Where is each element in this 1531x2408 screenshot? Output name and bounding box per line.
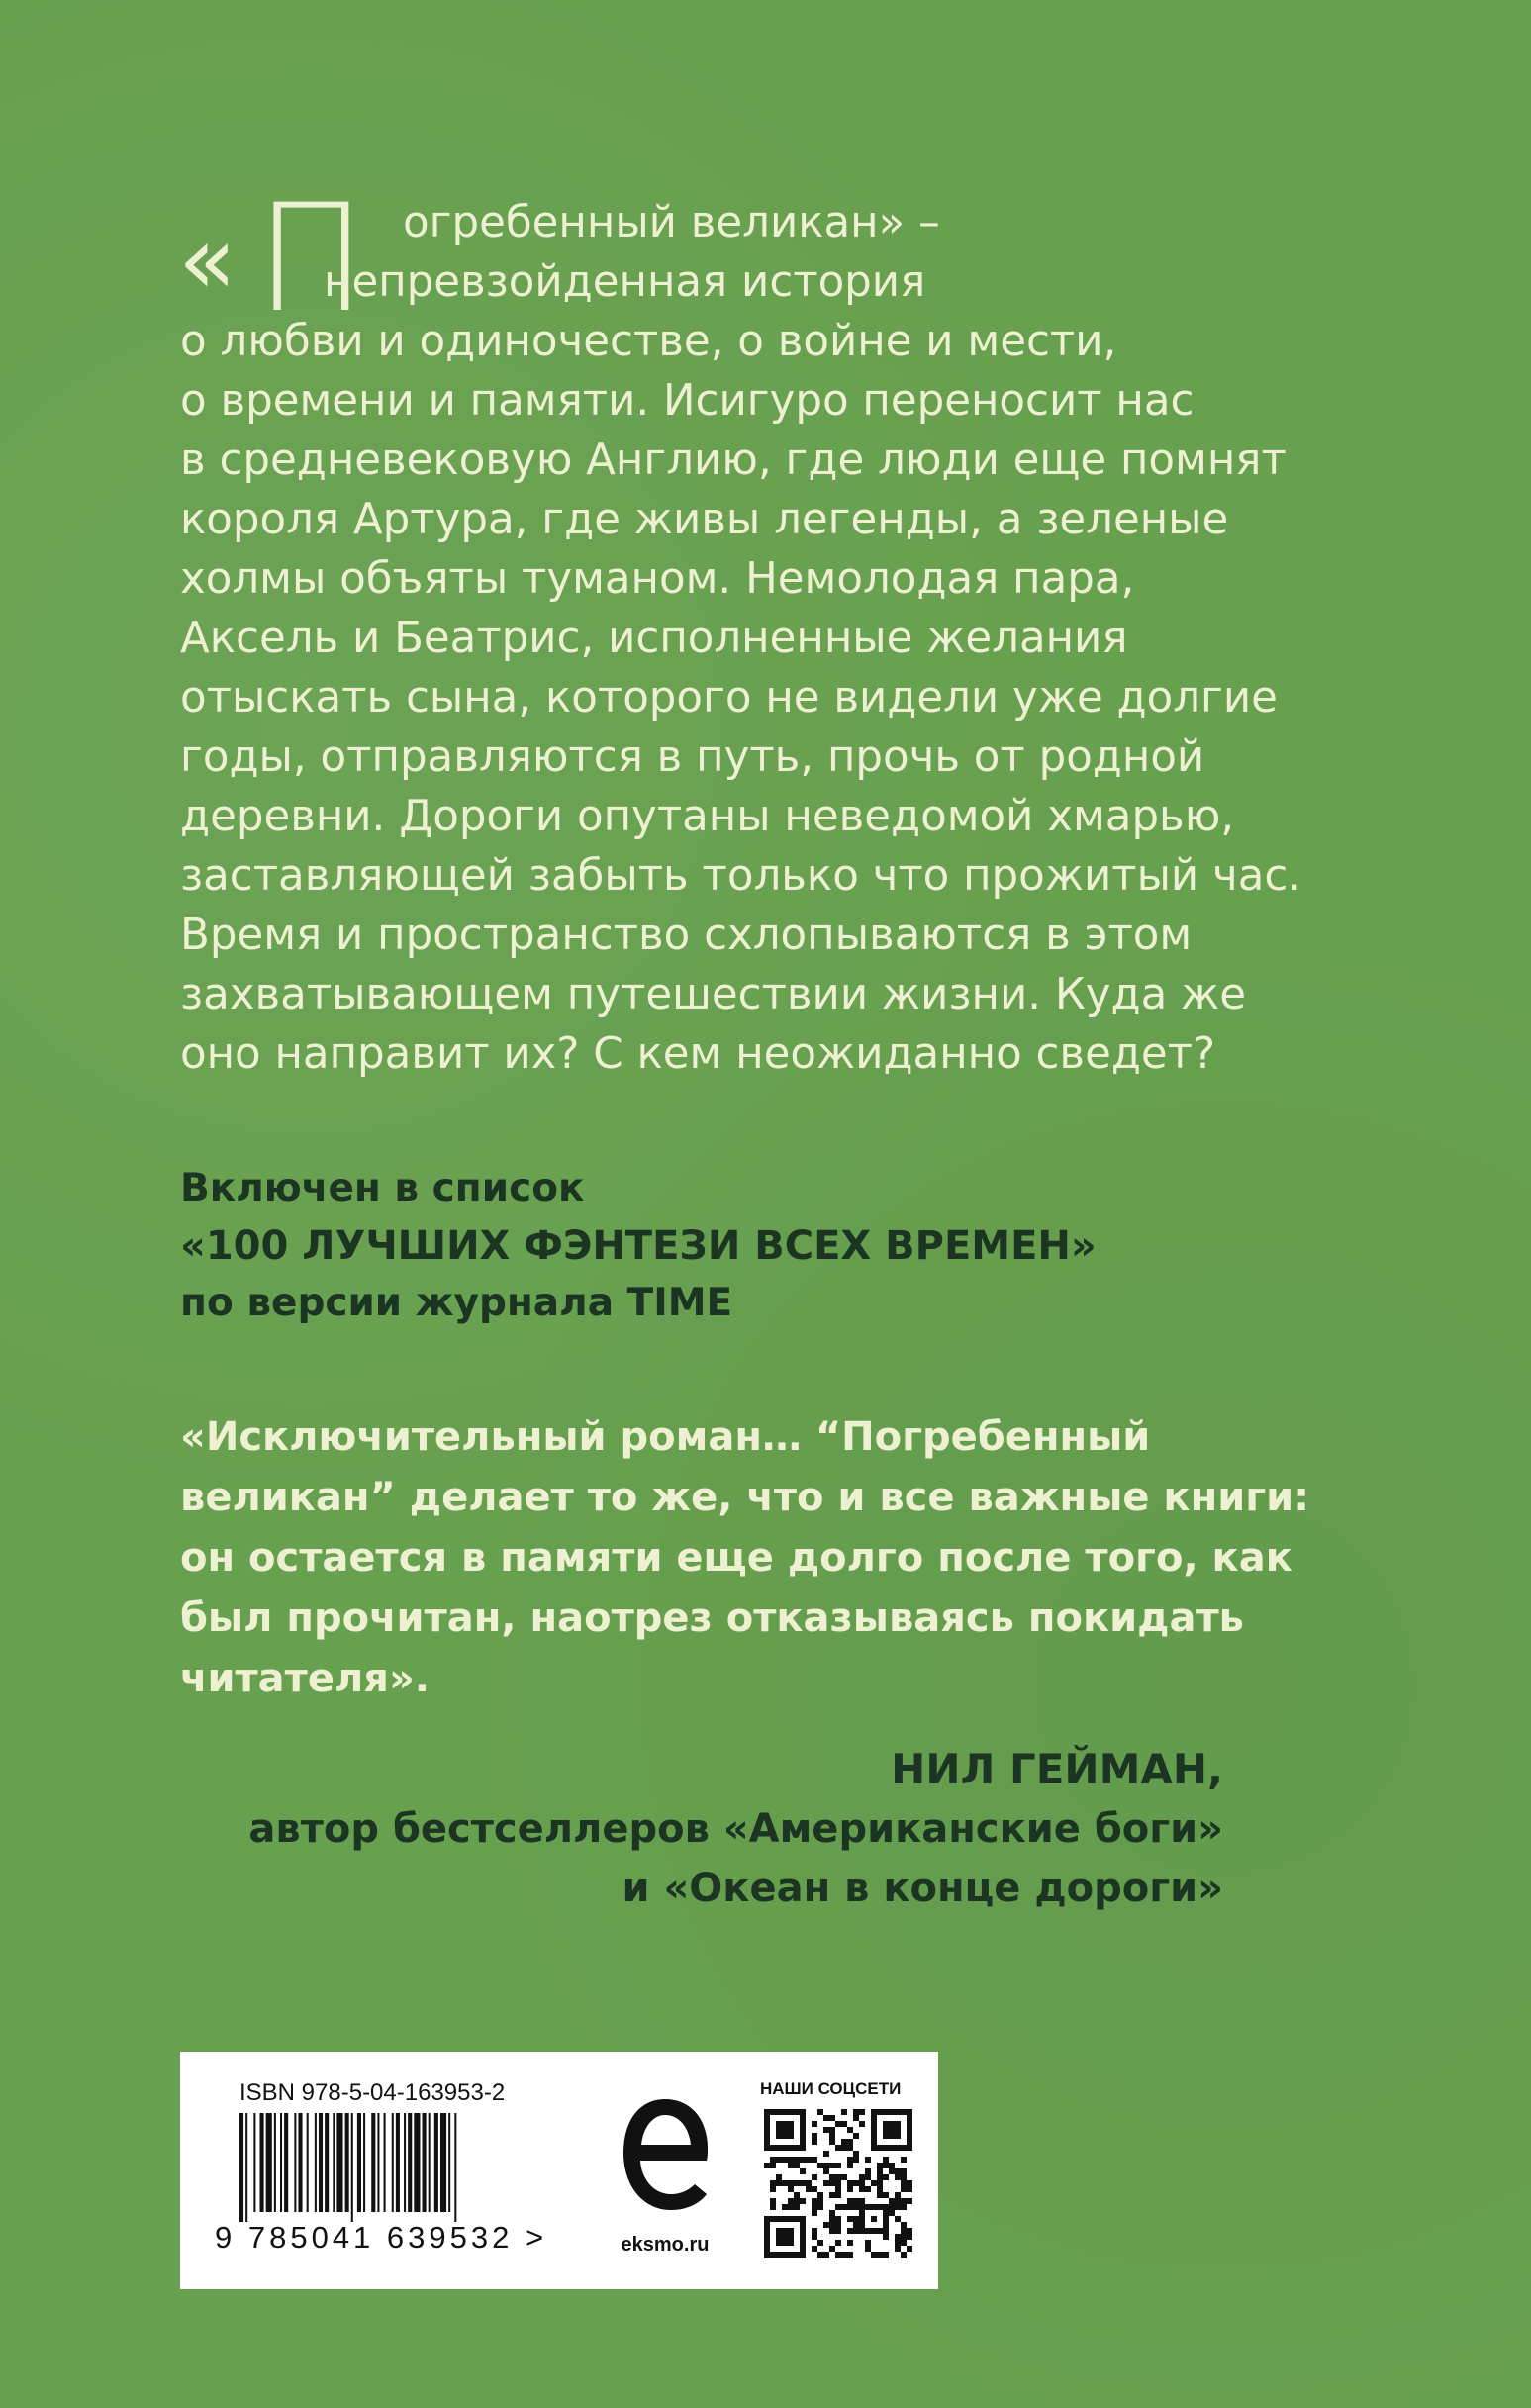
blurb-line: оно направит их? С кем неожиданно сведет? [180,1029,1216,1079]
blurb-line: годы, отправляются в путь, прочь от родной [180,732,1205,782]
blurb-line: огребенный великан» – [403,198,940,247]
review-line: читателя». [180,1656,430,1701]
review-line: великан” делает то же, что и все важные книги: [180,1475,1310,1520]
blurb-line: отыскать сына, которого не видели уже долгие [180,673,1278,722]
blurb-line: холмы объяты туманом. Немолодая пара, [180,554,1135,604]
blurb-line: Аксель и Беатрис, исполненные желания [180,614,1128,663]
publisher-site: eksmo.ru [621,2234,710,2256]
review-line: «Исключительный роман… “Погребенный [180,1414,1151,1460]
award-list-title: «100 ЛУЧШИХ ФЭНТЕЗИ ВСЕХ ВРЕМЕН» [180,1223,1097,1269]
blurb-line: непревзойденная история [324,257,926,307]
opening-quote-mark: « [178,205,237,316]
blurb-line: Время и пространство схлопываются в этом [180,911,1193,960]
reviewer-credit-2: и «Океан в конце дороги» [622,1866,1223,1911]
eksmo-logo-icon [616,2091,715,2220]
review-quote [180,1407,1368,1709]
blurb-line: о времени и памяти. Исигуро переносит нас [180,376,1195,426]
blurb-line: заставляющей забыть только что прожитый час. [180,851,1302,901]
award-line-1: Включен в список [180,1166,585,1210]
reviewer-credit-1: автор бестселлеров «Американские боги» [248,1806,1223,1852]
award-line-3: по версии журнала TIME [180,1281,733,1325]
blurb-line: о любви и одиночестве, о войне и мести, [180,317,1117,366]
review-line: он остается в памяти еще долго после того, как [180,1535,1292,1581]
barcode-digits: 9 785041 639532 > [215,2220,548,2255]
blurb-line: в средневековую Англию, где люди еще помнят [180,435,1287,485]
reviewer-name: НИЛ ГЕЙМАН, [891,1745,1223,1793]
award-note [180,1160,1368,1332]
barcode-panel [180,2052,938,2289]
social-label: НАШИ СОЦСЕТИ [760,2079,902,2098]
drop-cap-letter: П [255,173,367,345]
book-blurb [178,173,1318,1084]
review-attribution [248,1740,1223,1918]
blurb-line: захватывающем путешествии жизни. Куда же [180,970,1247,1019]
barcode-icon [239,2113,536,2222]
isbn-label: ISBN 978-5-04-163953-2 [239,2079,506,2106]
review-line: был прочитан, наотрез отказываясь покидать [180,1595,1244,1641]
blurb-line: деревни. Дороги опутаны неведомой хмарью, [180,792,1235,841]
qr-code-icon[interactable] [764,2109,912,2258]
blurb-line: короля Артура, где живы легенды, а зеленые [180,495,1229,544]
